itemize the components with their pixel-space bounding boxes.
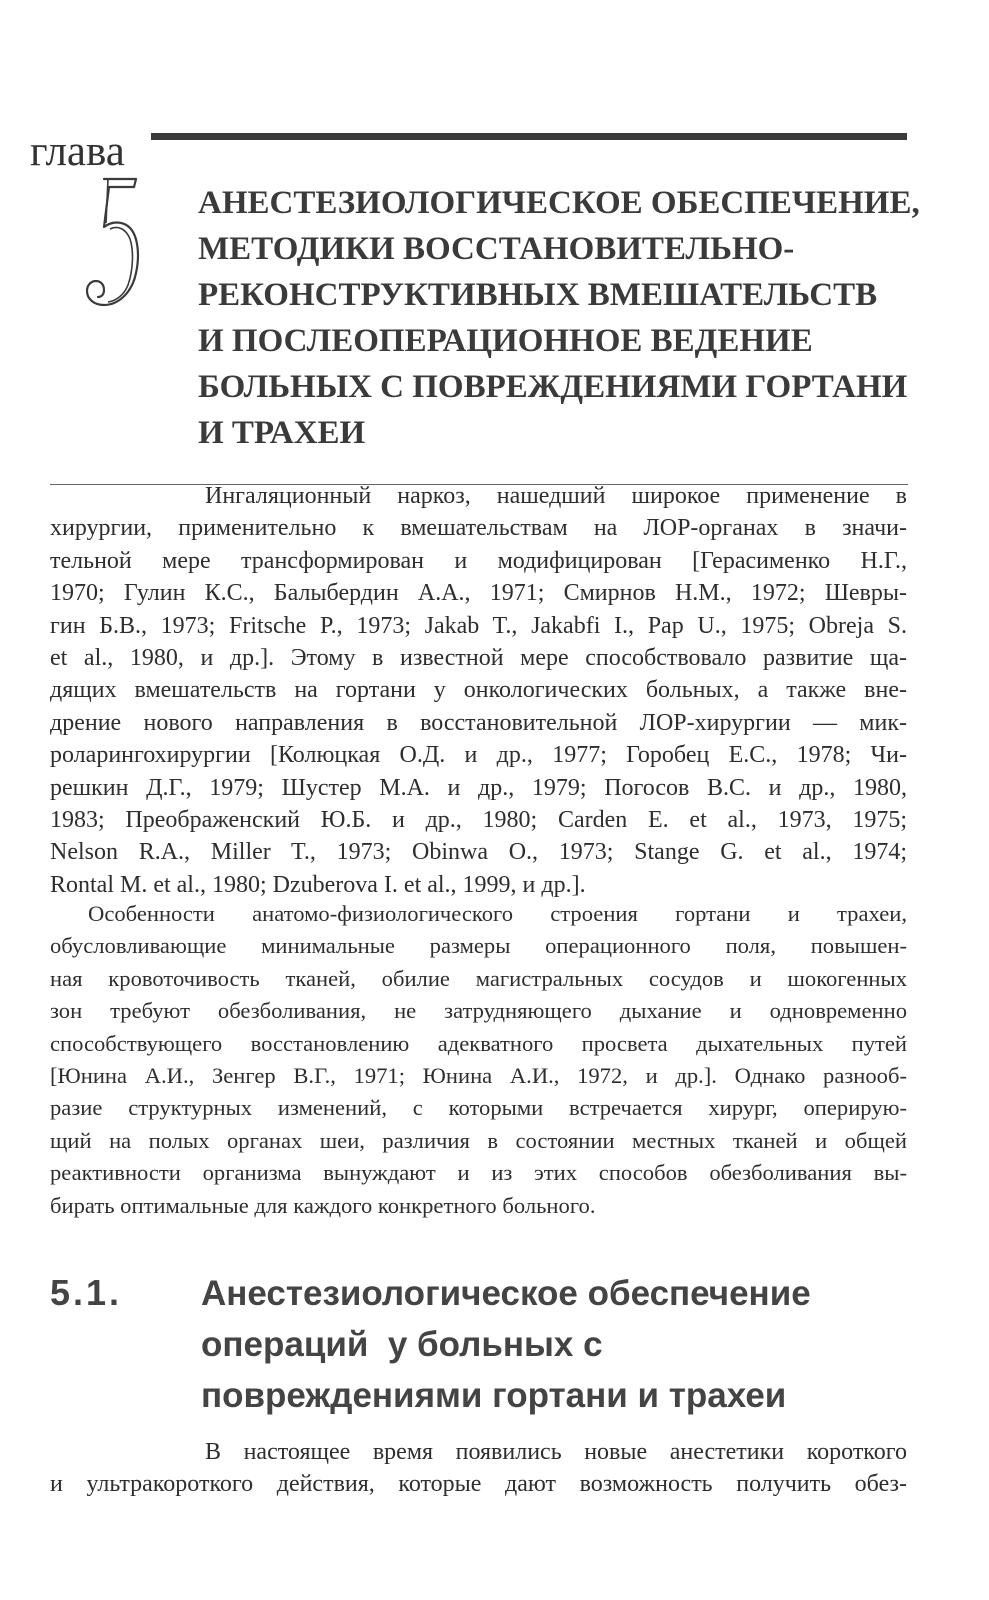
text-line: бирать оптимальные для каждого конкретного больного. [50, 1192, 596, 1218]
text-line: и ультракороткого действия, которые дают возможность получить обез- [50, 1471, 907, 1498]
chapter-header-rule [151, 133, 907, 140]
chapter-title-line: И ПОСЛЕОПЕРАЦИОННОЕ ВЕДЕНИЕ [198, 323, 813, 359]
paragraph-anatomy [50, 898, 907, 1222]
text-line: 1983; Преображенский Ю.Б. и др., 1980; Carden E. et al., 1973, 1975; [50, 807, 907, 834]
chapter-title-line: АНЕСТЕЗИОЛОГИЧЕСКОЕ ОБЕСПЕЧЕНИЕ, [198, 185, 920, 221]
paragraph-intro [50, 480, 907, 901]
text-line: Ингаляционный наркоз, нашедший широкое применение в [205, 483, 907, 509]
text-line: решкин Д.Г., 1979; Шустер М.А. и др., 1979; Погосов В.С. и др., 1980, [50, 774, 907, 801]
chapter-title-line: БОЛЬНЫХ С ПОВРЕЖДЕНИЯМИ ГОРТАНИ [198, 369, 908, 405]
text-line: дящих вмешательств на гортани у онкологических больных, а также вне- [50, 677, 907, 704]
section-title [201, 1268, 907, 1421]
text-line: 1970; Гулин К.С., Балыбердин А.А., 1971; Смирнов Н.М., 1972; Шевры- [50, 580, 907, 607]
text-line: ная кровоточивость тканей, обилие магистральных сосудов и шокогенных [50, 965, 907, 991]
text-line: [Юнина А.И., Зенгер В.Г., 1971; Юнина А.И., 1972, и др.]. Однако разнооб- [50, 1063, 907, 1089]
chapter-title-line: РЕКОНСТРУКТИВНЫХ ВМЕШАТЕЛЬСТВ [198, 277, 878, 313]
text-line: способствующего восстановлению адекватного просвета дыхательных путей [50, 1030, 907, 1056]
text-line: Особенности анатомо-физиологического строения гортани и трахеи, [88, 901, 907, 926]
chapter-label: глава [30, 128, 125, 175]
text-line: Rontal M. et al., 1980; Dzuberova I. et al., 1999, и др.]. [50, 871, 586, 898]
section-title-line: Анестезиологическое обеспечение [201, 1274, 811, 1313]
chapter-title [198, 180, 920, 456]
section-number: 5.1. [50, 1272, 123, 1313]
text-line: тельной мере трансформирован и модифицирован [Герасименко Н.Г., [50, 547, 907, 574]
text-line: хирургии, применительно к вмешательствам на ЛОР-органах в значи- [50, 515, 907, 542]
text-line: роларингохирургии [Колюцкая О.Д. и др., 1977; Горобец Е.С., 1978; Чи- [50, 742, 907, 769]
text-line: щий на полых органах шеи, различия в состоянии местных тканей и общей [50, 1127, 907, 1153]
chapter-number-glyph [82, 175, 142, 310]
chapter-number [82, 175, 142, 310]
chapter-title-line: МЕТОДИКИ ВОССТАНОВИТЕЛЬНО- [198, 231, 795, 267]
text-line: разие структурных изменений, с которыми встречается хирург, оперирую- [50, 1095, 907, 1121]
section-title-line: повреждениями гортани и трахеи [201, 1376, 787, 1415]
text-line: гин Б.В., 1973; Fritsche P., 1973; Jakab T., Jakabfi I., Pap U., 1975; Obreja S. [50, 612, 907, 639]
paragraph-anesthetics [50, 1436, 907, 1501]
text-line: дрение нового направления в восстановительной ЛОР-хирургии — мик- [50, 709, 907, 736]
text-line: В настоящее время появились новые анестетики короткого [205, 1439, 907, 1465]
text-line: Nelson R.A., Miller T., 1973; Obinwa O., 1973; Stange G. et al., 1974; [50, 839, 907, 866]
section-title-line: операций у больных с [201, 1325, 603, 1364]
text-line: et al., 1980, и др.]. Этому в известной мере способствовало развитие ща- [50, 645, 907, 672]
text-line: зон требуют обезболивания, не затрудняющего дыхание и одновременно [50, 998, 907, 1024]
text-line: реактивности организма вынуждают и из этих способов обезболивания вы- [50, 1160, 907, 1186]
chapter-title-line: И ТРАХЕИ [198, 415, 366, 451]
text-line: обусловливающие минимальные размеры операционного поля, повышен- [50, 933, 907, 959]
